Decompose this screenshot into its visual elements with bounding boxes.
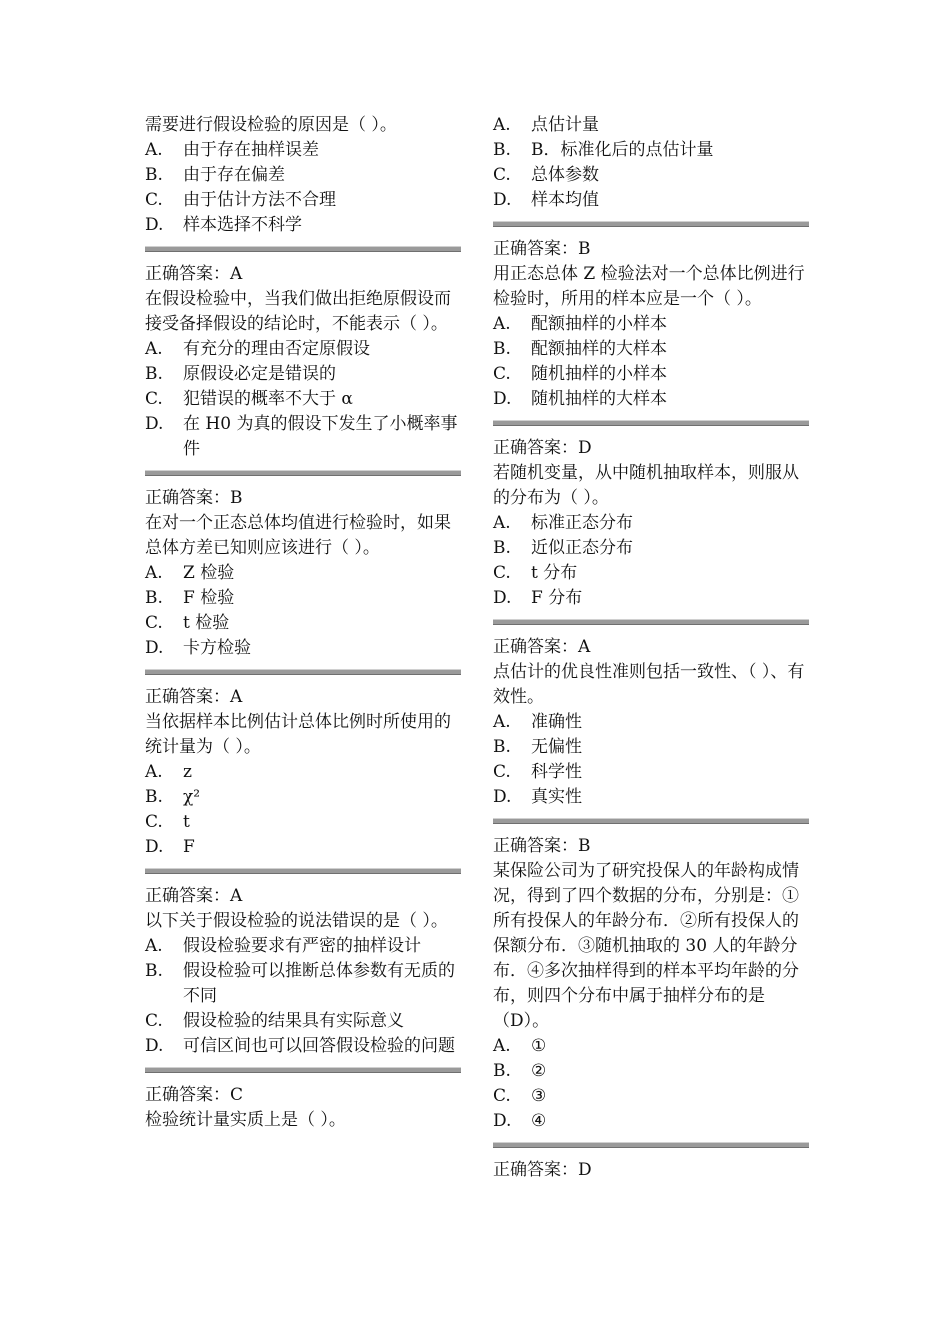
option-text: 原假设必定是错误的 bbox=[183, 364, 336, 384]
option-text: t bbox=[183, 812, 190, 832]
option-letter: B. bbox=[493, 538, 511, 558]
option-row bbox=[145, 387, 461, 412]
divider bbox=[145, 868, 461, 874]
option-letter: B. bbox=[145, 961, 163, 981]
option-row bbox=[145, 213, 461, 238]
option-text: 样本均值 bbox=[531, 190, 599, 210]
option-text: ② bbox=[531, 1061, 547, 1081]
option-row bbox=[493, 1034, 809, 1059]
option-row bbox=[493, 138, 809, 163]
option-letter: D. bbox=[493, 389, 512, 409]
correct-answer: 正确答案：A bbox=[145, 264, 243, 284]
option-text: 卡方检验 bbox=[183, 638, 251, 658]
option-text: 在 H0 为真的假设下发生了小概率事件 bbox=[183, 414, 458, 459]
option-letter: C. bbox=[493, 364, 511, 384]
question-block bbox=[493, 237, 809, 412]
option-row bbox=[493, 362, 809, 387]
question-text: 需要进行假设检验的原因是（ ）。 bbox=[145, 115, 397, 135]
option-text: 准确性 bbox=[531, 712, 582, 732]
option-text: F bbox=[183, 837, 195, 857]
option-letter: D. bbox=[145, 215, 164, 235]
option-letter: B. bbox=[493, 737, 511, 757]
option-text: ④ bbox=[531, 1111, 547, 1131]
option-row bbox=[145, 810, 461, 835]
option-letter: A. bbox=[145, 563, 163, 583]
option-text: t 检验 bbox=[183, 613, 230, 633]
correct-answer: 正确答案：A bbox=[145, 687, 243, 707]
divider bbox=[493, 1142, 809, 1148]
option-text: 配额抽样的小样本 bbox=[531, 314, 667, 334]
question-text: 某保险公司为了研究投保人的年龄构成情况，得到了四个数据的分布，分别是：①所有投保人的年龄分布．②所有投保人的保额分布．③随机抽取的 30 人的年龄分布．④多次抽样得到的样本平均年龄的分布，则四个分布中属于抽样分布的是（D）。 bbox=[493, 861, 799, 1031]
option-row bbox=[145, 163, 461, 188]
question-block bbox=[493, 834, 809, 1134]
option-row bbox=[145, 959, 461, 1009]
divider bbox=[145, 669, 461, 675]
question-block bbox=[493, 635, 809, 810]
option-row bbox=[493, 312, 809, 337]
option-letter: D. bbox=[493, 787, 512, 807]
option-text: ③ bbox=[531, 1086, 547, 1106]
question-block bbox=[493, 1158, 809, 1183]
option-row bbox=[493, 1109, 809, 1134]
option-text: χ² bbox=[183, 787, 201, 807]
option-letter: C. bbox=[145, 190, 163, 210]
option-letter: A. bbox=[493, 1036, 511, 1056]
option-text: 假设检验要求有严密的抽样设计 bbox=[183, 936, 421, 956]
option-text: ① bbox=[531, 1036, 547, 1056]
correct-answer: 正确答案：D bbox=[493, 438, 592, 458]
option-row bbox=[145, 412, 461, 462]
option-row bbox=[493, 1059, 809, 1084]
correct-answer: 正确答案：A bbox=[493, 637, 591, 657]
question-block bbox=[145, 113, 461, 238]
option-text: B．标准化后的点估计量 bbox=[531, 140, 714, 160]
question-block bbox=[145, 685, 461, 860]
option-text: 配额抽样的大样本 bbox=[531, 339, 667, 359]
option-letter: A. bbox=[145, 936, 163, 956]
option-row bbox=[493, 760, 809, 785]
correct-answer: 正确答案：D bbox=[493, 1160, 592, 1180]
option-row bbox=[493, 387, 809, 412]
option-row bbox=[145, 561, 461, 586]
option-text: Z 检验 bbox=[183, 563, 235, 583]
correct-answer: 正确答案：B bbox=[493, 239, 591, 259]
option-letter: D. bbox=[493, 190, 512, 210]
option-letter: A. bbox=[145, 339, 163, 359]
option-letter: B. bbox=[145, 165, 163, 185]
option-letter: C. bbox=[145, 812, 163, 832]
option-letter: D. bbox=[493, 588, 512, 608]
option-letter: B. bbox=[145, 588, 163, 608]
option-row bbox=[493, 188, 809, 213]
option-text: 有充分的理由否定原假设 bbox=[183, 339, 370, 359]
option-row bbox=[145, 611, 461, 636]
option-text: 假设检验可以推断总体参数有无质的不同 bbox=[183, 961, 455, 1006]
option-row bbox=[493, 586, 809, 611]
option-letter: B. bbox=[145, 787, 163, 807]
question-text: 若随机变量，从中随机抽取样本，则服从的分布为（ ）。 bbox=[493, 463, 799, 508]
option-letter: B. bbox=[493, 339, 511, 359]
option-row bbox=[493, 511, 809, 536]
divider bbox=[493, 420, 809, 426]
option-text: 可信区间也可以回答假设检验的问题 bbox=[183, 1036, 455, 1056]
question-block bbox=[145, 486, 461, 661]
correct-answer: 正确答案：B bbox=[493, 836, 591, 856]
option-row bbox=[145, 1009, 461, 1034]
question-block bbox=[145, 884, 461, 1059]
option-letter: D. bbox=[145, 837, 164, 857]
option-letter: C. bbox=[145, 1011, 163, 1031]
right-column bbox=[493, 113, 809, 1183]
divider bbox=[493, 818, 809, 824]
option-letter: C. bbox=[493, 165, 511, 185]
option-text: 总体参数 bbox=[531, 165, 599, 185]
question-block bbox=[145, 262, 461, 462]
option-row bbox=[145, 337, 461, 362]
option-row bbox=[493, 113, 809, 138]
option-letter: D. bbox=[493, 1111, 512, 1131]
option-row bbox=[145, 785, 461, 810]
option-text: F 检验 bbox=[183, 588, 235, 608]
option-letter: A. bbox=[145, 762, 163, 782]
option-text: 真实性 bbox=[531, 787, 582, 807]
option-row bbox=[493, 561, 809, 586]
option-text: 假设检验的结果具有实际意义 bbox=[183, 1011, 404, 1031]
option-text: 由于存在偏差 bbox=[183, 165, 285, 185]
option-row bbox=[493, 1084, 809, 1109]
option-text: 点估计量 bbox=[531, 115, 599, 135]
option-text: 科学性 bbox=[531, 762, 582, 782]
option-row bbox=[145, 636, 461, 661]
option-letter: B. bbox=[493, 140, 511, 160]
option-row bbox=[493, 785, 809, 810]
option-row bbox=[493, 337, 809, 362]
option-letter: B. bbox=[145, 364, 163, 384]
option-row bbox=[493, 710, 809, 735]
option-letter: A. bbox=[493, 314, 511, 334]
option-text: t 分布 bbox=[531, 563, 578, 583]
question-text: 以下关于假设检验的说法错误的是（ ）。 bbox=[145, 911, 448, 931]
option-letter: C. bbox=[493, 1086, 511, 1106]
question-text: 当依据样本比例估计总体比例时所使用的统计量为（ ）。 bbox=[145, 712, 451, 757]
question-text: 用正态总体 Z 检验法对一个总体比例进行检验时，所用的样本应是一个（ ）。 bbox=[493, 264, 805, 309]
option-letter: B. bbox=[493, 1061, 511, 1081]
option-letter: C. bbox=[493, 762, 511, 782]
option-text: 随机抽样的大样本 bbox=[531, 389, 667, 409]
option-row bbox=[145, 835, 461, 860]
divider bbox=[145, 470, 461, 476]
option-text: 无偏性 bbox=[531, 737, 582, 757]
option-text: 标准正态分布 bbox=[531, 513, 633, 533]
option-letter: A. bbox=[493, 115, 511, 135]
correct-answer: 正确答案：A bbox=[145, 886, 243, 906]
option-letter: D. bbox=[145, 1036, 164, 1056]
option-text: 由于估计方法不合理 bbox=[183, 190, 336, 210]
divider bbox=[145, 246, 461, 252]
option-row bbox=[145, 362, 461, 387]
option-text: 随机抽样的小样本 bbox=[531, 364, 667, 384]
divider bbox=[493, 619, 809, 625]
question-text: 在假设检验中，当我们做出拒绝原假设而接受备择假设的结论时，不能表示（ ）。 bbox=[145, 289, 451, 334]
option-row bbox=[145, 188, 461, 213]
option-text: F 分布 bbox=[531, 588, 583, 608]
correct-answer: 正确答案：B bbox=[145, 488, 243, 508]
option-letter: D. bbox=[145, 638, 164, 658]
option-letter: A. bbox=[493, 712, 511, 732]
option-row bbox=[493, 536, 809, 561]
question-text: 在对一个正态总体均值进行检验时，如果总体方差已知则应该进行（ ）。 bbox=[145, 513, 451, 558]
option-letter: C. bbox=[145, 389, 163, 409]
option-row bbox=[145, 138, 461, 163]
option-letter: C. bbox=[493, 563, 511, 583]
question-text: 点估计的优良性准则包括一致性、（ ）、有效性。 bbox=[493, 662, 805, 707]
question-block bbox=[145, 1083, 461, 1133]
option-text: 样本选择不科学 bbox=[183, 215, 302, 235]
option-row bbox=[145, 760, 461, 785]
option-letter: A. bbox=[145, 140, 163, 160]
option-row bbox=[493, 735, 809, 760]
divider bbox=[145, 1067, 461, 1073]
option-row bbox=[145, 586, 461, 611]
question-block bbox=[493, 113, 809, 213]
option-text: z bbox=[183, 762, 192, 782]
left-column bbox=[145, 113, 461, 1133]
option-text: 犯错误的概率不大于 α bbox=[183, 389, 353, 409]
question-text: 检验统计量实质上是（ ）。 bbox=[145, 1110, 346, 1130]
option-text: 近似正态分布 bbox=[531, 538, 633, 558]
correct-answer: 正确答案：C bbox=[145, 1085, 244, 1105]
option-letter: A. bbox=[493, 513, 511, 533]
question-block bbox=[493, 436, 809, 611]
option-row bbox=[145, 934, 461, 959]
option-row bbox=[493, 163, 809, 188]
option-letter: D. bbox=[145, 414, 164, 434]
option-letter: C. bbox=[145, 613, 163, 633]
option-text: 由于存在抽样误差 bbox=[183, 140, 319, 160]
option-row bbox=[145, 1034, 461, 1059]
divider bbox=[493, 221, 809, 227]
